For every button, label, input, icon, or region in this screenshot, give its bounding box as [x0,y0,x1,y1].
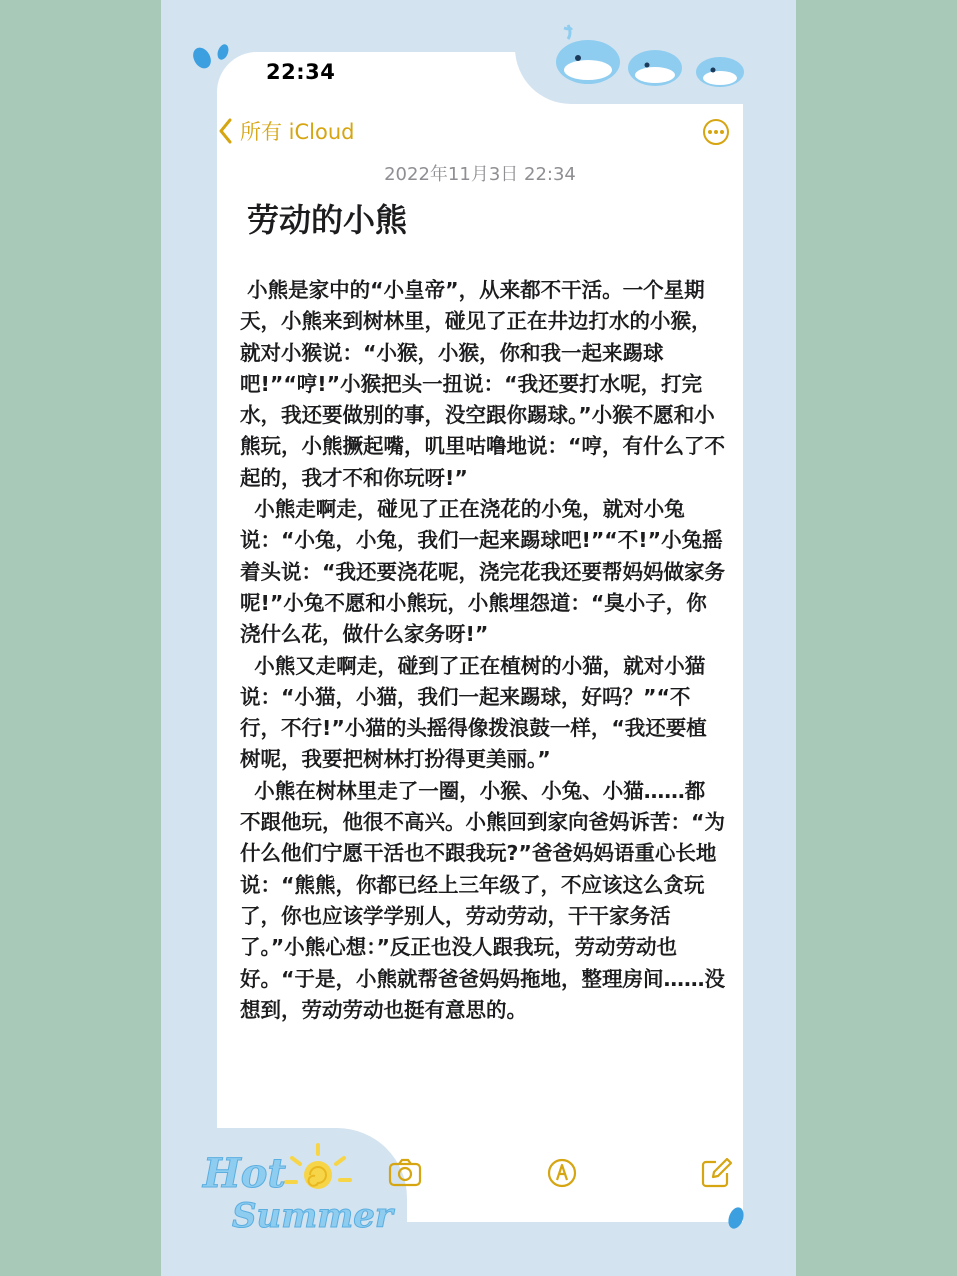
water-drop-icon [722,1198,752,1238]
sticker-summer: Summer [232,1196,393,1236]
note-date: 2022年11月3日 22:34 [384,164,576,185]
status-bar-time: 22:34 [266,60,336,84]
note-title[interactable]: 劳动的小熊 [247,201,408,239]
more-icon[interactable] [702,118,730,146]
compose-icon[interactable] [700,1157,734,1189]
camera-icon[interactable] [388,1157,422,1189]
note-body[interactable] [240,275,725,1026]
note-paragraph: 小熊是家中的“小皇帝”，从来都不干活。一个星期天，小熊来到树林里，碰见了正在井边打水的小猴，就对小猴说：“小猴，小猴，你和我一起来踢球吧!”“哼!”小猴把头一扭说：“我还要打水呢，打完水，我还要做别的事，没空跟你踢球。”小猴不愿和小熊玩，小熊撅起嘴，叽里咕噜地说：“哼，有什么了不起的，我才不和你玩呀!” [240,278,725,490]
back-button[interactable] [218,116,355,146]
note-paragraph: 小熊走啊走，碰见了正在浇花的小兔，就对小兔说：“小兔，小兔，我们一起来踢球吧!”“不!”小兔摇着头说：“我还要浇花呢，浇完花我还要帮妈妈做家务呢!”小兔不愿和小熊玩，小熊埋怨道：“臭小子，你浇什么花，做什么家务呀!” [240,497,725,647]
back-button-label: 所有 iCloud [240,120,355,144]
water-drop-icon [190,40,240,80]
chevron-left-icon [218,118,232,144]
whale-decoration [550,20,750,90]
note-paragraph: 小熊又走啊走，碰到了正在植树的小猫，就对小猫说：“小猫，小猫，我们一起来踢球，好吗？”“不行，不行!”小猫的头摇得像拨浪鼓一样，“我还要植树呢，我要把树林打扮得更美丽。” [240,653,707,772]
markup-icon[interactable] [545,1157,579,1189]
note-paragraph: 小熊在树林里走了一圈，小猴、小兔、小猫……都不跟他玩，他很不高兴。小熊回到家向爸妈诉苦：“为什么他们宁愿干活也不跟我玩?”爸爸妈妈语重心长地说：“熊熊，你都已经上三年级了，不应该这么贪玩了，你也应该学学别人，劳动劳动，干干家务活了。”小熊心想：”反正也没人跟我玩，劳动劳动也好。“于是，小熊就帮爸爸妈妈拖地，整理房间……没想到，劳动劳动也挺有意思的。 [240,778,725,1022]
sticker-hot: Hot [203,1150,286,1197]
